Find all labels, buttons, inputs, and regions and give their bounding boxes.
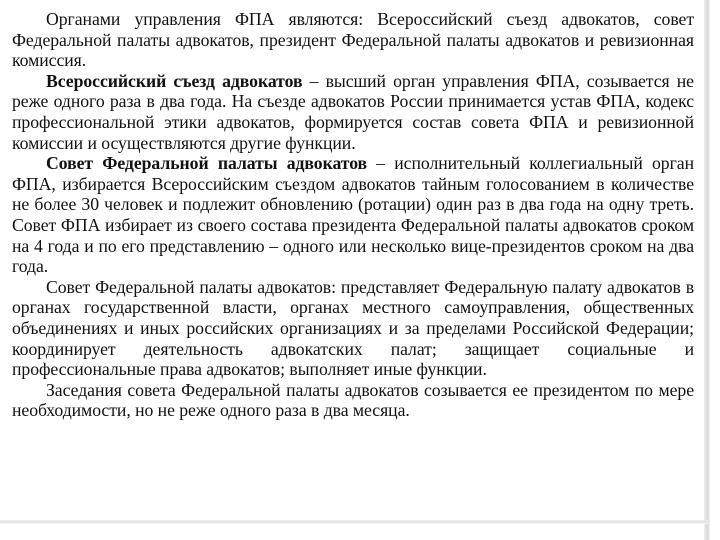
paragraph-3-text: – исполнительный коллегиальный орган ФПА, избирается Всероссийским съездом адвокатов тайным голосованием в количестве не более 30 человек и подлежит обновлению (ротации) один раз в два года на одну треть. Совет ФПА избирает из своего состава президента Федеральной палаты адвокатов сроком на 4 года и по его представлению – одного или несколько вице-президентов сроком на два года. xyxy=(12,153,695,277)
paragraph-council xyxy=(12,153,694,277)
page-edge-shadow-right xyxy=(704,0,710,540)
paragraph-congress xyxy=(12,71,694,153)
paragraph-governing-bodies xyxy=(12,9,694,71)
paragraph-4-text: Совет Федеральной палаты адвокатов: представляет Федеральную палату адвокатов в органах государственной власти, органах местного самоуправления, общественных объединениях и иных российских организациях и за пределами Российской Федерации; координирует деятельность адвокатских палат; защищает социальные и профессиональные права адвокатов; выполняет иные функции. xyxy=(12,276,694,380)
page-edge-shadow-bottom xyxy=(0,520,710,524)
paragraph-3-lead: Совет Федеральной палаты адвокатов xyxy=(46,153,368,174)
paragraph-2-lead: Всероссийский съезд адвокатов xyxy=(46,70,303,91)
document-body xyxy=(12,9,694,421)
paragraph-council-meetings xyxy=(12,380,694,421)
paragraph-council-functions xyxy=(12,277,694,380)
paragraph-5-text: Заседания совета Федеральной палаты адвокатов созывается ее президентом по мере необходимости, но не реже одного раза в два месяца. xyxy=(12,379,694,421)
paragraph-1-text: Органами управления ФПА являются: Всероссийский съезд адвокатов, совет Федеральной палаты адвокатов, президент Федеральной палаты адвокатов и ревизионная комиссия. xyxy=(12,9,694,71)
paragraph-2-text: – высший орган управления ФПА, созывается не реже одного раза в два года. На съезде адвокатов России принимается устав ФПА, кодекс профессиональной этики адвокатов, формируется состав совета ФПА и ревизионной комиссии и осуществляются другие функции. xyxy=(12,70,694,153)
